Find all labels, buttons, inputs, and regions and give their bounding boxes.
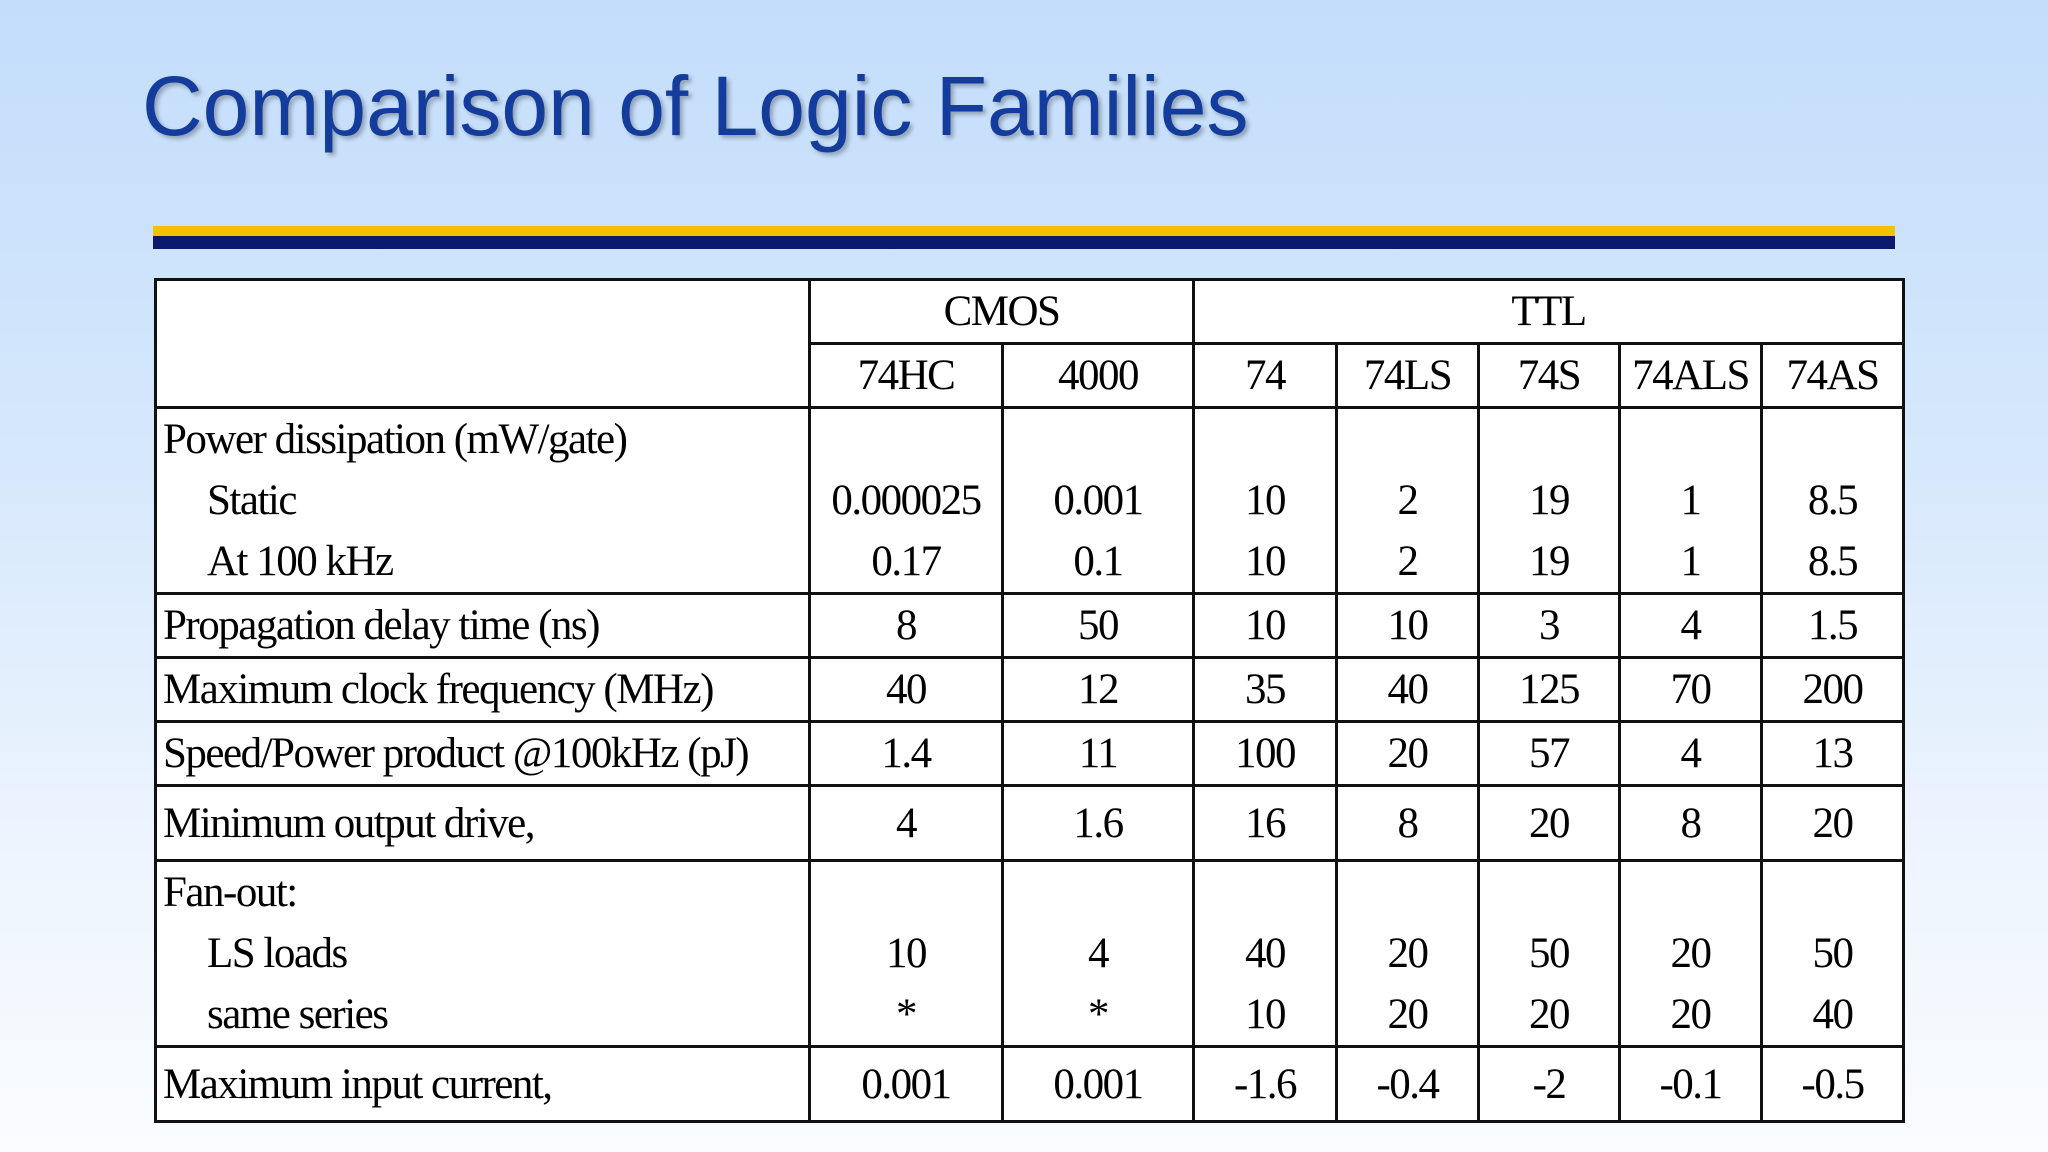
table-cell: 125 bbox=[1479, 658, 1620, 722]
row-sublabel: same series bbox=[207, 991, 388, 1038]
table-cell: -0.1 bbox=[1620, 1047, 1762, 1122]
table-cell: 10 * bbox=[810, 861, 1003, 1047]
table-cell: 100 bbox=[1194, 722, 1337, 786]
row-label bbox=[156, 408, 810, 594]
table-cell: 8 bbox=[1337, 786, 1479, 861]
table-cell: 8 bbox=[810, 594, 1003, 658]
corner-cell bbox=[156, 280, 810, 408]
row-sublabel: Static bbox=[207, 477, 296, 524]
table-cell: 50 bbox=[1003, 594, 1194, 658]
table-cell: 40 bbox=[1337, 658, 1479, 722]
table-cell: 16 bbox=[1194, 786, 1337, 861]
table-cell: 11 bbox=[1003, 722, 1194, 786]
table-cell: 20 20 bbox=[1337, 861, 1479, 1047]
table-row-input-current bbox=[156, 1047, 1904, 1122]
table-cell: -2 bbox=[1479, 1047, 1620, 1122]
table-cell: 1.5 bbox=[1762, 594, 1904, 658]
table-cell: 20 bbox=[1479, 786, 1620, 861]
table-cell: 40 bbox=[810, 658, 1003, 722]
table-cell: 20 bbox=[1762, 786, 1904, 861]
table-cell: 1.4 bbox=[810, 722, 1003, 786]
table-cell: 3 bbox=[1479, 594, 1620, 658]
table-row-drive bbox=[156, 786, 1904, 861]
table-cell: 19 19 bbox=[1479, 408, 1620, 594]
table-cell: 50 40 bbox=[1762, 861, 1904, 1047]
family-header: 74ALS bbox=[1620, 344, 1762, 408]
family-header: 74HC bbox=[810, 344, 1003, 408]
row-label bbox=[156, 861, 810, 1047]
title-rule-gold bbox=[153, 226, 1895, 236]
slide-title: Comparison of Logic Families bbox=[142, 59, 1249, 153]
table-cell: -1.6 bbox=[1194, 1047, 1337, 1122]
group-header-row bbox=[156, 280, 1904, 344]
group-cmos: CMOS bbox=[810, 280, 1194, 344]
table-cell: 8.5 8.5 bbox=[1762, 408, 1904, 594]
family-header: 74AS bbox=[1762, 344, 1904, 408]
row-label: Speed/Power product @100kHz (pJ) bbox=[156, 722, 810, 786]
table-cell: 70 bbox=[1620, 658, 1762, 722]
table-row-speed-power bbox=[156, 722, 1904, 786]
row-label: Propagation delay time (ns) bbox=[156, 594, 810, 658]
row-label-main: Fan-out: bbox=[163, 869, 297, 916]
table-cell: 20 bbox=[1337, 722, 1479, 786]
family-header: 74LS bbox=[1337, 344, 1479, 408]
table-cell: 57 bbox=[1479, 722, 1620, 786]
table-row-power bbox=[156, 408, 1904, 594]
family-header: 4000 bbox=[1003, 344, 1194, 408]
table-cell: 20 20 bbox=[1620, 861, 1762, 1047]
table-cell: 10 bbox=[1337, 594, 1479, 658]
row-label: Maximum input current, bbox=[156, 1047, 810, 1122]
table-cell: 4 bbox=[1620, 722, 1762, 786]
table-cell: 4 bbox=[1620, 594, 1762, 658]
logic-families-table bbox=[154, 278, 1905, 1123]
table-cell: 50 20 bbox=[1479, 861, 1620, 1047]
table-cell: 0.000025 0.17 bbox=[810, 408, 1003, 594]
table-cell: 10 10 bbox=[1194, 408, 1337, 594]
table-row-fanout bbox=[156, 861, 1904, 1047]
table-cell: 200 bbox=[1762, 658, 1904, 722]
table-cell: 1.6 bbox=[1003, 786, 1194, 861]
table-cell: 8 bbox=[1620, 786, 1762, 861]
table-cell: 4 bbox=[810, 786, 1003, 861]
table-cell: 10 bbox=[1194, 594, 1337, 658]
title-rule-navy bbox=[153, 236, 1895, 249]
family-header: 74 bbox=[1194, 344, 1337, 408]
row-label: Maximum clock frequency (MHz) bbox=[156, 658, 810, 722]
table-cell: 12 bbox=[1003, 658, 1194, 722]
table-cell: 35 bbox=[1194, 658, 1337, 722]
table-cell: 0.001 0.1 bbox=[1003, 408, 1194, 594]
table-cell: -0.5 bbox=[1762, 1047, 1904, 1122]
group-ttl: TTL bbox=[1194, 280, 1904, 344]
table-cell: 40 10 bbox=[1194, 861, 1337, 1047]
table-cell: 0.001 bbox=[810, 1047, 1003, 1122]
table-cell: 13 bbox=[1762, 722, 1904, 786]
row-label-main: Power dissipation (mW/gate) bbox=[163, 416, 627, 463]
table-row-delay bbox=[156, 594, 1904, 658]
table-cell: 2 2 bbox=[1337, 408, 1479, 594]
row-sublabel: At 100 kHz bbox=[207, 538, 393, 585]
table-panel bbox=[154, 278, 1902, 1122]
table-row-clock bbox=[156, 658, 1904, 722]
row-label: Minimum output drive, bbox=[156, 786, 810, 861]
table-cell: 0.001 bbox=[1003, 1047, 1194, 1122]
table-cell: 4 * bbox=[1003, 861, 1194, 1047]
family-header: 74S bbox=[1479, 344, 1620, 408]
table-cell: -0.4 bbox=[1337, 1047, 1479, 1122]
row-sublabel: LS loads bbox=[207, 930, 347, 977]
table-cell: 1 1 bbox=[1620, 408, 1762, 594]
